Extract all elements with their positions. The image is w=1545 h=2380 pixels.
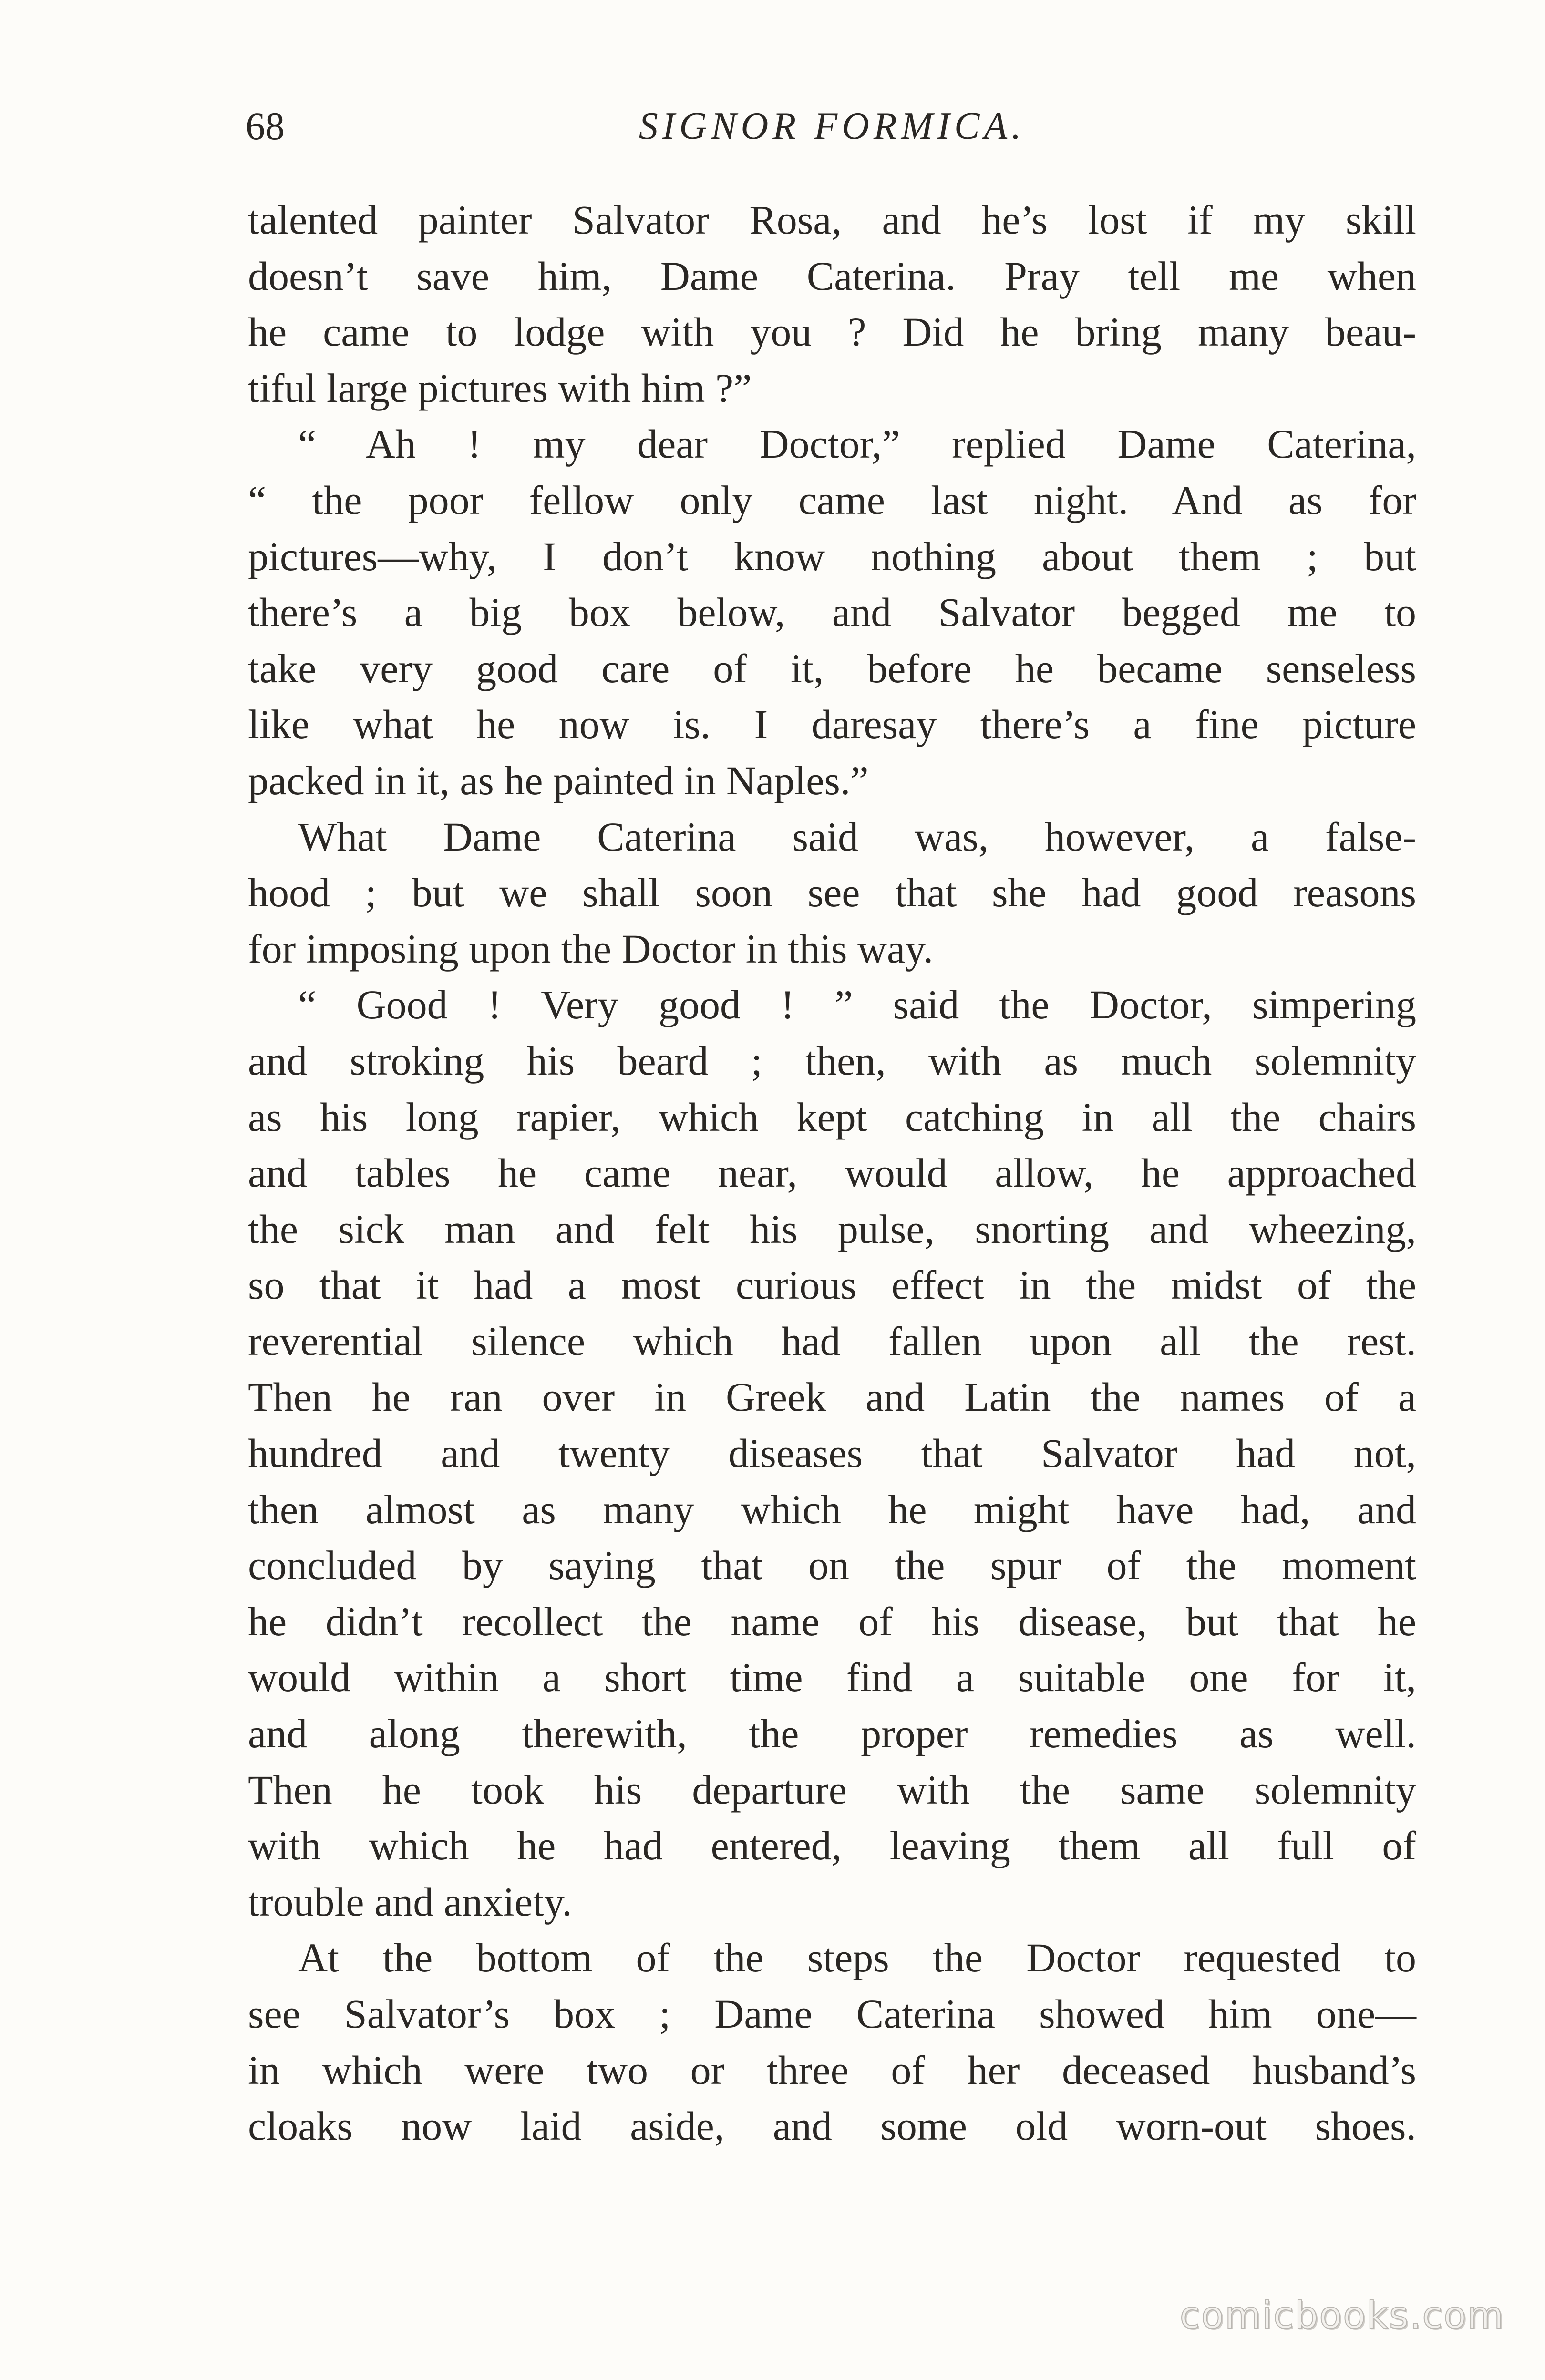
paragraph	[248, 192, 1416, 416]
text-line: pictures—why, I don’t know nothing about them ; but	[248, 533, 1416, 579]
text-line: as his long rapier, which kept catching in all the chairs	[248, 1094, 1416, 1140]
text-line: tiful large pictures with him ?”	[248, 365, 752, 411]
text-line: Then he ran over in Greek and Latin the names of a	[248, 1374, 1416, 1420]
text-line: reverential silence which had fallen upon all the rest.	[248, 1318, 1416, 1364]
paragraph	[248, 977, 1416, 1930]
text-line: he came to lodge with you ? Did he bring many beau-	[248, 309, 1416, 355]
text-line: At the bottom of the steps the Doctor requested to	[298, 1935, 1416, 1981]
text-line: the sick man and felt his pulse, snorting and wheezing,	[248, 1206, 1416, 1252]
watermark-text: comicbooks.com	[1179, 2294, 1504, 2337]
body-text	[248, 192, 1416, 2154]
text-line: and stroking his beard ; then, with as much solemnity	[248, 1037, 1416, 1084]
text-line: with which he had entered, leaving them all full of	[248, 1823, 1416, 1869]
text-line: there’s a big box below, and Salvator begged me to	[248, 589, 1416, 636]
text-line: What Dame Caterina said was, however, a false-	[298, 813, 1416, 860]
running-head	[246, 100, 1419, 153]
page-number: 68	[246, 104, 285, 148]
text-line: see Salvator’s box ; Dame Caterina showed him one—	[248, 1991, 1416, 2037]
text-line: “ the poor fellow only came last night. And as for	[248, 477, 1416, 523]
text-line: trouble and anxiety.	[248, 1878, 572, 1925]
text-line: cloaks now laid aside, and some old worn-out shoes.	[248, 2103, 1416, 2149]
text-line: then almost as many which he might have had, and	[248, 1486, 1416, 1532]
paragraph	[248, 1930, 1416, 2154]
text-line: like what he now is. I daresay there’s a fine picture	[248, 701, 1416, 748]
text-line: “ Good ! Very good ! ” said the Doctor, simpering	[298, 982, 1416, 1028]
running-title: SIGNOR FORMICA.	[639, 105, 1026, 147]
text-line: take very good care of it, before he became senseless	[248, 645, 1416, 691]
text-line: would within a short time find a suitable one for it,	[248, 1654, 1416, 1701]
paragraph	[248, 416, 1416, 809]
paragraph	[248, 809, 1416, 977]
text-line: packed in it, as he painted in Naples.”	[248, 757, 869, 803]
text-line: hood ; but we shall soon see that she had good reasons	[248, 870, 1416, 916]
text-line: and tables he came near, would allow, he approached	[248, 1150, 1416, 1196]
text-line: Then he took his departure with the same solemnity	[248, 1766, 1416, 1813]
text-line: concluded by saying that on the spur of the moment	[248, 1542, 1416, 1589]
text-line: he didn’t recollect the name of his disease, but that he	[248, 1598, 1416, 1644]
text-line: so that it had a most curious effect in the midst of the	[248, 1262, 1416, 1308]
text-line: and along therewith, the proper remedies as well.	[248, 1711, 1416, 1757]
text-line: hundred and twenty diseases that Salvator had not,	[248, 1430, 1416, 1477]
text-line: talented painter Salvator Rosa, and he’s lost if my skill	[248, 197, 1416, 243]
text-line: for imposing upon the Doctor in this way.	[248, 925, 934, 972]
text-line: in which were two or three of her deceased husband’s	[248, 2047, 1416, 2093]
text-line: “ Ah ! my dear Doctor,” replied Dame Caterina,	[298, 421, 1416, 467]
text-line: doesn’t save him, Dame Caterina. Pray tell me when	[248, 253, 1416, 299]
